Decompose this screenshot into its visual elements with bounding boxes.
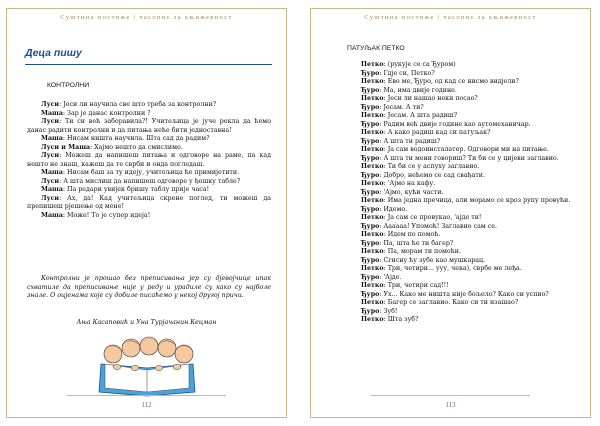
speaker-separator: : [379, 307, 382, 315]
line-text: Ти би се у аспуху заглавио. [385, 163, 480, 170]
dialogue-line [27, 195, 271, 212]
story-title-kontrolni: КОНТРОЛНИ [47, 82, 90, 89]
speaker-separator: : [383, 231, 386, 238]
speaker-separator: : [62, 211, 66, 219]
footer-rule-right [371, 395, 530, 396]
line-text: Аааааа! Упомоћ! Заглавио сам се. [381, 222, 498, 230]
dialogue-line [347, 291, 577, 300]
dialogue-line [27, 118, 271, 135]
speaker-separator: : [90, 143, 93, 151]
dialogue-line [347, 214, 577, 223]
speaker-separator: : [383, 129, 386, 136]
line-text: Можеш да напишеш питања и одговоре на раме, па кад нешто не знаш, кажеш да те сврби и онда погледаш. [27, 152, 271, 168]
line-text: Радим већ двије године као аутомеханичар. [381, 120, 531, 128]
speaker-name: Ђуро [361, 69, 380, 77]
line-text: Зар је данас контролни ? [65, 109, 151, 117]
speaker-separator: : [383, 112, 386, 119]
page-number-right: 113 [445, 401, 456, 409]
speaker-name: Маша [41, 135, 63, 142]
speaker-name: Ђуро [361, 290, 380, 298]
speaker-separator: : [383, 163, 386, 170]
dialogue-line [347, 163, 577, 172]
speaker-name: Ђуро [361, 307, 380, 315]
line-text: Багер се заглавио. Како си ти изашао? [385, 299, 519, 306]
line-text: Добро, нећемо се сад свађати. [381, 171, 485, 179]
speaker-separator: : [59, 118, 62, 125]
dialogue-line [347, 180, 577, 189]
running-header-left: Суштина постиже | часопис за књижевност [60, 14, 233, 21]
line-text: А шта мислиш да напишеш одговоре у ђошку табле? [61, 177, 241, 185]
line-text: Нисам баш за ту идеју, учитељица ће примијетити. [65, 169, 240, 176]
left-page [6, 8, 287, 418]
section-title: Деца пишу [25, 47, 82, 59]
line-text: Хајмо нешто да смислимо. [92, 143, 183, 151]
dialogue-line [27, 212, 271, 221]
line-text: 'Ајмо, кући части. [381, 188, 444, 196]
line-text: Ах, да! Кад учитељица скрене поглед, ти можеш да препишеш рјешење од мене! [27, 194, 271, 210]
speaker-name: Ђуро [361, 86, 380, 94]
dialogue-line [347, 87, 577, 96]
line-text: А како радиш кад си патуљак? [385, 129, 491, 136]
speaker-name: Ђуро [361, 239, 380, 247]
speaker-name: Ђуро [361, 137, 380, 145]
line-text: Може! То је супер идеја! [65, 211, 151, 219]
speaker-separator: : [383, 146, 386, 153]
dialogue-line [347, 78, 577, 87]
child-head-4 [158, 339, 176, 357]
running-header-right: Суштина постиже | часопис за књижевност [364, 14, 537, 21]
dialogue-line [347, 282, 577, 291]
dialogue-line [27, 186, 271, 195]
child-head-3 [140, 337, 158, 355]
speaker-name: Луси [41, 118, 60, 125]
speaker-separator: : [59, 194, 62, 202]
speaker-name: Луси [41, 194, 60, 202]
speaker-separator: : [383, 265, 386, 272]
speaker-name: Ђуро [361, 120, 380, 128]
speaker-name: Петко [361, 265, 384, 272]
dialogue-line [347, 138, 577, 147]
line-text: Идемо. [381, 205, 408, 213]
speaker-name: Ђуро [361, 256, 380, 264]
speaker-separator: : [379, 154, 382, 162]
speaker-separator: : [383, 316, 386, 323]
line-text: Сгисну ћу зубе као мушкарац. [381, 256, 486, 264]
speaker-name: Петко [361, 316, 384, 323]
speaker-separator: : [62, 135, 66, 142]
speaker-separator: : [383, 78, 386, 85]
line-text: (рукује се са Ђуром) [385, 61, 456, 68]
line-text: 'Ајмо на кафу. [385, 180, 436, 187]
line-text: Ја сам водоинсталатер. Одговори ми на питање. [385, 146, 549, 153]
speaker-name: Петко [361, 78, 384, 85]
line-text: Јеси ли нашао неки посао? [385, 95, 478, 102]
story-title-patuljak: ПАТУЉАК ПЕТКО [347, 45, 405, 52]
dialogue-line [27, 101, 271, 110]
speaker-name: Петко [361, 180, 384, 187]
speaker-name: Ђуро [361, 222, 380, 230]
speaker-name: Ђуро [361, 188, 380, 196]
speaker-name: Луси [41, 101, 60, 108]
line-text: Јесам. А шта радиш? [385, 112, 458, 119]
dialogue-line [27, 144, 271, 153]
dialogue-patuljak [347, 61, 577, 325]
line-text: Ти си већ заборавила?! Учитељица је јуче рекла да ћемо данас радити контролни и да питања неће бити једноставна! [27, 118, 271, 134]
speaker-separator: : [379, 137, 382, 145]
speaker-separator: : [379, 120, 382, 128]
dialogue-line [347, 129, 577, 138]
speaker-separator: : [379, 205, 382, 213]
line-text: А шта ти мени говориш? Ти би се у цијеви заглавио. [381, 154, 559, 162]
speaker-name: Маша [41, 109, 63, 117]
speaker-separator: : [383, 282, 386, 289]
speaker-name: Ђуро [361, 154, 380, 162]
line-text: Па, шта ће ти багер? [381, 239, 454, 247]
dialogue-line [347, 248, 577, 257]
line-text: Идем по помоћ. [385, 231, 441, 238]
speaker-name: Петко [361, 197, 384, 204]
line-text: Јесам. А ти? [381, 103, 424, 111]
child-head-5 [175, 345, 193, 363]
dialogue-line [347, 197, 577, 206]
child-head-1 [104, 345, 122, 363]
dialogue-line [347, 265, 577, 274]
speaker-separator: : [383, 61, 386, 68]
dialogue-line [27, 135, 271, 144]
dialogue-line [347, 189, 577, 198]
speaker-name: Петко [361, 129, 384, 136]
dialogue-line [347, 206, 577, 215]
dialogue-line [347, 223, 577, 232]
dialogue-line [27, 110, 271, 119]
footer-rule-left [67, 395, 226, 396]
speaker-separator: : [383, 180, 386, 187]
child-head-2 [122, 339, 140, 357]
speaker-name: Маша [41, 186, 63, 193]
speaker-separator: : [379, 239, 382, 247]
dialogue-line [347, 316, 577, 325]
speaker-separator: : [383, 214, 386, 221]
speaker-separator: : [62, 109, 66, 117]
speaker-name: Петко [361, 112, 384, 119]
dialogue-line [347, 308, 577, 317]
speaker-separator: : [383, 299, 386, 306]
closing-note: Контролни је прошао без преписивања јер су дјевојчице ипак схватиле да преписивање није у реду и урадиле су како су најболе знале. О оцјенама које су добиле писаћемо у некој другој причи. [27, 275, 271, 300]
speaker-name: Петко [361, 61, 384, 68]
speaker-separator: : [379, 103, 382, 111]
speaker-name: Луси [41, 177, 60, 185]
dialogue-line [347, 70, 577, 79]
line-text: Нисам ништа научила. Шта сад да радим? [65, 135, 210, 142]
dialogue-line [347, 104, 577, 113]
speaker-name: Ђуро [361, 205, 380, 213]
line-text: Три, четири... ууу, чека), сврбе ме леђа. [385, 265, 522, 272]
line-text: Три, четири сад!!! [385, 282, 449, 289]
speaker-separator: : [383, 95, 386, 102]
line-text: Па, морам ти помоћи. [385, 248, 461, 255]
speaker-name: Петко [361, 282, 384, 289]
speaker-separator: : [379, 86, 382, 94]
speaker-name: Петко [361, 248, 384, 255]
line-text: Јеси ли научила све што треба за контролни? [61, 101, 217, 108]
line-text: Има једна пречица, али морамо се кроз рупу провући. [385, 197, 571, 204]
speaker-name: Петко [361, 95, 384, 102]
dialogue-kontrolni [27, 101, 271, 220]
speaker-name: Луси и Маша [41, 143, 91, 151]
right-page [310, 8, 591, 418]
speaker-name: Ђуро [361, 103, 380, 111]
section-title-rule [25, 64, 272, 65]
speaker-separator: : [59, 152, 62, 159]
dialogue-line [347, 257, 577, 266]
speaker-name: Петко [361, 214, 384, 221]
speaker-name: Маша [41, 169, 63, 176]
speaker-name: Петко [361, 231, 384, 238]
line-text: Ја сам се провукао, 'ајде ти! [385, 214, 482, 221]
speaker-separator: : [379, 273, 382, 281]
dialogue-line [347, 95, 577, 104]
line-text: Ух... Како ме ништа није бољело? Како си успио? [381, 290, 549, 298]
speaker-name: Петко [361, 163, 384, 170]
dialogue-line [347, 172, 577, 181]
speaker-name: Петко [361, 146, 384, 153]
dialogue-line [347, 112, 577, 121]
dialogue-line [27, 178, 271, 187]
line-text: Шта зуб? [385, 316, 419, 323]
dialogue-line [347, 61, 577, 70]
dialogue-line [347, 240, 577, 249]
page-number-left: 112 [141, 401, 152, 409]
speaker-separator: : [62, 169, 66, 176]
speaker-separator: : [59, 101, 62, 108]
line-text: Гдје си, Петко? [381, 69, 435, 77]
dialogue-line [27, 169, 271, 178]
speaker-name: Луси [41, 152, 60, 159]
speaker-separator: : [379, 188, 382, 196]
dialogue-line [347, 274, 577, 283]
speaker-name: Петко [361, 299, 384, 306]
line-text: Па редари увијек бришу таблу прије часа! [65, 186, 210, 193]
dialogue-line [27, 152, 271, 169]
speaker-separator: : [62, 186, 66, 193]
authors: Ања Касаповић и Уна Турјачанин Кецман [76, 319, 217, 326]
speaker-separator: : [379, 290, 382, 298]
speaker-separator: : [379, 171, 382, 179]
dialogue-line [347, 146, 577, 155]
speaker-name: Маша [41, 211, 63, 219]
line-text: Ма, има двије године. [381, 86, 457, 94]
speaker-separator: : [379, 222, 382, 230]
dialogue-line [347, 121, 577, 130]
line-text: Ево ме, Ђуро, од кад се нисмо видјели? [385, 78, 519, 85]
dialogue-line [347, 231, 577, 240]
dialogue-line [347, 299, 577, 308]
speaker-name: Ђуро [361, 273, 380, 281]
speaker-separator: : [379, 256, 382, 264]
speaker-separator: : [383, 248, 386, 255]
speaker-separator: : [383, 197, 386, 204]
line-text: Зуб! [381, 307, 398, 315]
line-text: 'Ајде. [381, 273, 402, 281]
speaker-name: Ђуро [361, 171, 380, 179]
dialogue-line [347, 155, 577, 164]
line-text: А шта ти радиш? [381, 137, 441, 145]
speaker-separator: : [379, 69, 382, 77]
speaker-separator: : [59, 177, 62, 185]
children-reading-illustration [91, 334, 203, 398]
